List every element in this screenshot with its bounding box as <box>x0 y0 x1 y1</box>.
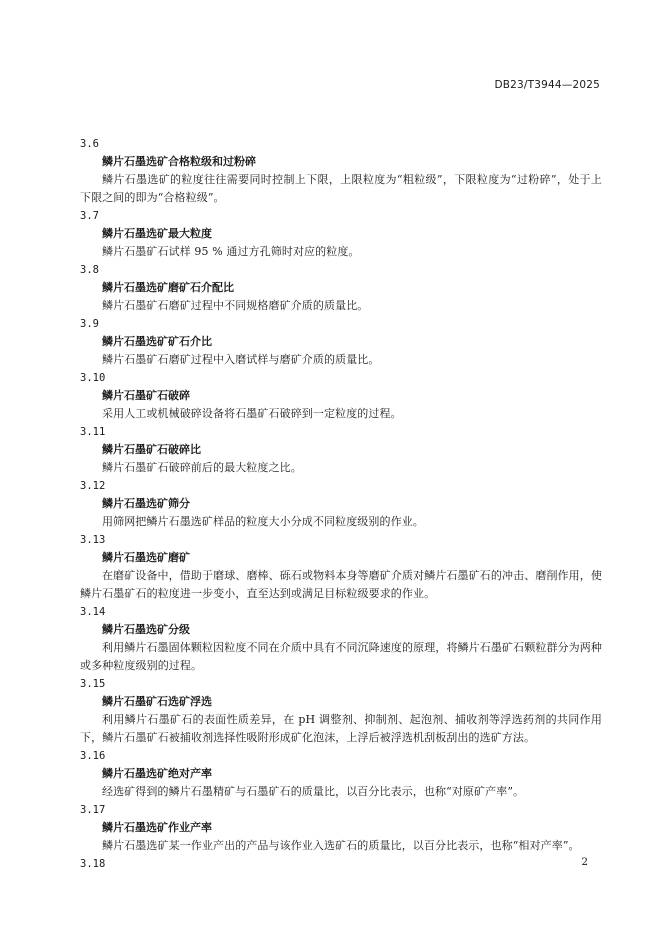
term-title: 鳞片石墨矿石破碎比 <box>102 443 201 456</box>
clause-number: 3.17 <box>80 804 106 816</box>
term-entry <box>80 802 602 855</box>
clause-number: 3.18 <box>80 858 106 870</box>
term-title: 鳞片石墨矿石破碎 <box>102 389 190 402</box>
term-entry <box>80 424 602 477</box>
term-definition: 鳞片石墨矿石磨矿过程中不同规格磨矿介质的质量比。 <box>102 299 369 312</box>
term-entry <box>80 136 602 207</box>
term-entry <box>80 604 602 675</box>
page-number: 2 <box>581 856 588 868</box>
term-title: 鳞片石墨选矿绝对产率 <box>102 767 212 780</box>
clause-number: 3.15 <box>80 678 106 690</box>
term-title: 鳞片石墨选矿最大粒度 <box>102 227 212 240</box>
term-title: 鳞片石墨选矿磨矿石介配比 <box>102 281 234 294</box>
term-definition: 鳞片石墨矿石试样 95 % 通过方孔筛时对应的粒度。 <box>102 245 360 258</box>
term-entry <box>80 478 602 531</box>
clause-number: 3.10 <box>80 372 106 384</box>
terms-section <box>80 136 602 873</box>
term-title: 鳞片石墨矿石选矿浮选 <box>102 695 212 708</box>
term-definition: 在磨矿设备中，借助于磨球、磨棒、砾石或物料本身等磨矿介质对鳞片石墨矿石的冲击、磨削作用，使鳞片石墨矿石的粒度进一步变小，直至达到或满足目标粒级要求的作业。 <box>80 569 602 600</box>
clause-number: 3.9 <box>80 318 99 330</box>
term-entry <box>80 370 602 423</box>
term-definition: 鳞片石墨选矿某一作业产出的产品与该作业入选矿石的质量比，以百分比表示，也称“相对产率”。 <box>102 839 580 852</box>
term-entry <box>80 856 602 873</box>
clause-number: 3.7 <box>80 210 99 222</box>
term-title: 鳞片石墨选矿分级 <box>102 623 190 636</box>
clause-number: 3.16 <box>80 750 106 762</box>
clause-number: 3.14 <box>80 606 106 618</box>
term-entry <box>80 208 602 261</box>
term-title: 鳞片石墨选矿磨矿 <box>102 551 190 564</box>
clause-number: 3.12 <box>80 480 106 492</box>
clause-number: 3.6 <box>80 138 99 150</box>
document-code: DB23/T3944—2025 <box>494 79 600 91</box>
term-title: 鳞片石墨选矿合格粒级和过粉碎 <box>102 155 256 168</box>
term-definition: 利用鳞片石墨固体颗粒因粒度不同在介质中具有不同沉降速度的原理，将鳞片石墨矿石颗粒群分为两种或多种粒度级别的过程。 <box>80 641 602 672</box>
term-definition: 经选矿得到的鳞片石墨精矿与石墨矿石的质量比，以百分比表示，也称“对原矿产率”。 <box>102 785 525 798</box>
term-definition: 鳞片石墨矿石磨矿过程中入磨试样与磨矿介质的质量比。 <box>102 353 380 366</box>
clause-number: 3.13 <box>80 534 106 546</box>
clause-number: 3.11 <box>80 426 106 438</box>
term-entry <box>80 676 602 747</box>
term-definition: 鳞片石墨选矿的粒度往往需要同时控制上下限，上限粒度为“粗粒级”，下限粒度为“过粉碎”，处于上下限之间的即为“合格粒级”。 <box>80 173 602 204</box>
term-title: 鳞片石墨选矿筛分 <box>102 497 190 510</box>
term-title: 鳞片石墨选矿矿石介比 <box>102 335 212 348</box>
term-entry <box>80 532 602 603</box>
term-entry <box>80 316 602 369</box>
term-definition: 利用鳞片石墨矿石的表面性质差异，在 pH 调整剂、抑制剂、起泡剂、捕收剂等浮选药剂的共同作用下，鳞片石墨矿石被捕收剂选择性吸附形成矿化泡沫，上浮后被浮选机刮板刮出的选矿方法。 <box>80 713 602 744</box>
term-definition: 采用人工或机械破碎设备将石墨矿石破碎到一定粒度的过程。 <box>102 407 402 420</box>
term-entry <box>80 262 602 315</box>
term-definition: 用筛网把鳞片石墨选矿样品的粒度大小分成不同粒度级别的作业。 <box>102 515 424 528</box>
term-title: 鳞片石墨选矿作业产率 <box>102 821 212 834</box>
term-definition: 鳞片石墨矿石破碎前后的最大粒度之比。 <box>102 461 302 474</box>
term-entry <box>80 748 602 801</box>
clause-number: 3.8 <box>80 264 99 276</box>
